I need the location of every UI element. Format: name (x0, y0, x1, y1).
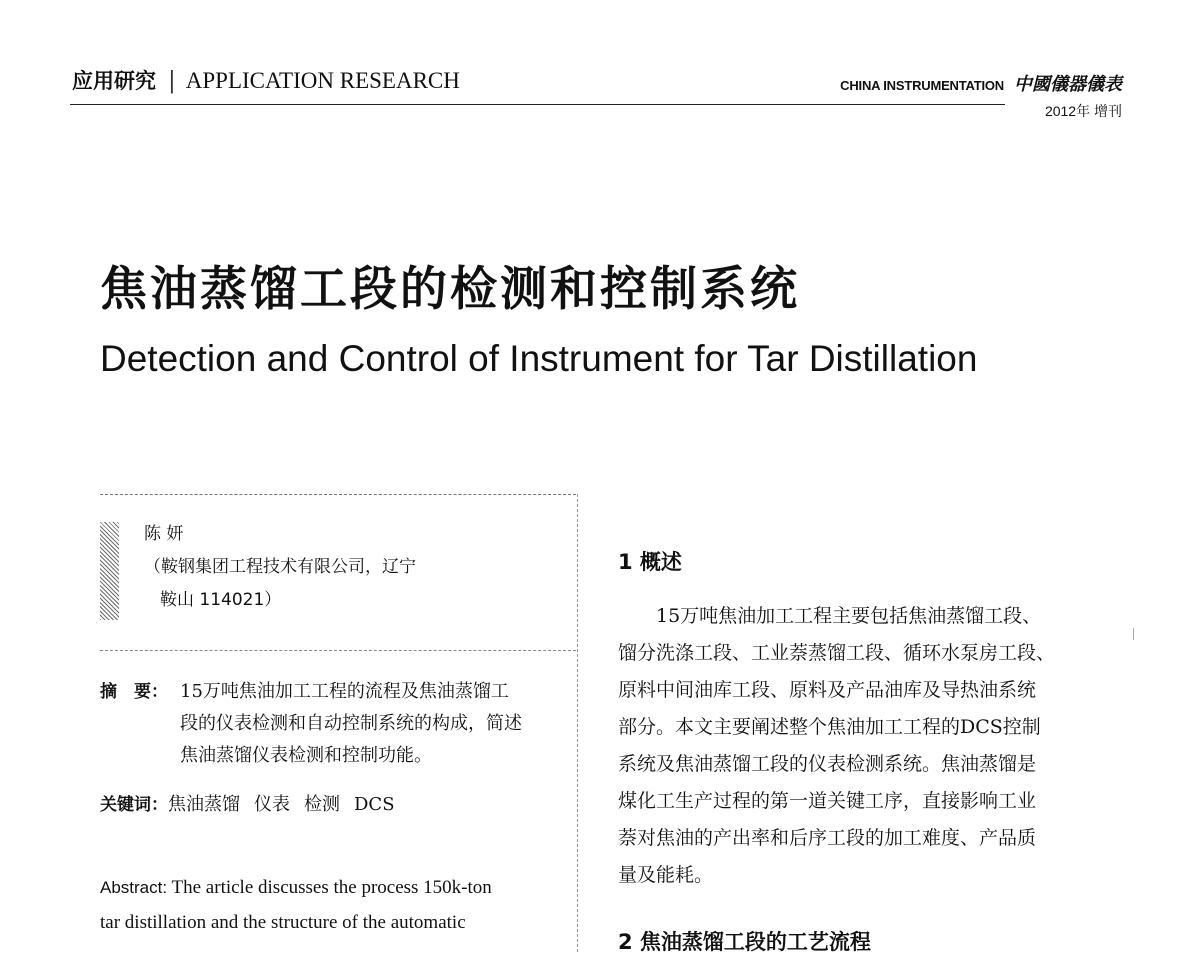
keyword: 检测 (304, 794, 340, 815)
author-photo-placeholder (100, 522, 119, 620)
author-affiliation-line2: 鞍山 114021） (160, 590, 282, 610)
abstract-en-line: The article discusses the process 150k-ton (171, 877, 492, 898)
section-label-cn: 应用研究 (72, 69, 156, 93)
body-line: 15万吨焦油加工工程主要包括焦油蒸馏工段、 (656, 605, 1042, 627)
abstract-rule (100, 650, 576, 651)
section-heading: 1 概述 (618, 550, 682, 574)
section-heading: 2 焦油蒸馏工段的工艺流程 (618, 930, 871, 954)
body-line: 原料中间油库工段、原料及产品油库及导热油系统 (618, 679, 1037, 701)
running-header-right (840, 70, 1122, 121)
abstract-cn (100, 676, 576, 772)
running-header-left (72, 66, 460, 96)
abstract-cn-line: 15万吨焦油加工工程的流程及焦油蒸馏工 (180, 681, 509, 702)
author-name: 陈 妍 (144, 524, 184, 544)
journal-logo-cn: 中國儀器儀表 (1014, 74, 1122, 95)
body-line: 馏分洗涤工段、工业萘蒸馏工段、循环水泵房工段、 (618, 642, 1056, 664)
abstract-en-line: tar distillation and the structure of the automatic (100, 912, 466, 933)
scan-mark (1133, 628, 1134, 640)
keyword: DCS (354, 794, 395, 815)
body-line: 系统及焦油蒸馏工段的仪表检测系统。焦油蒸馏是 (618, 753, 1037, 775)
body-line: 萘对焦油的产出率和后序工段的加工难度、产品质 (618, 827, 1037, 849)
section-body (618, 598, 1118, 894)
issue-label: 2012年 增刊 (1044, 103, 1122, 119)
body-line: 量及能耗。 (618, 864, 714, 886)
abstract-cn-line: 段的仪表检测和自动控制系统的构成，简述 (180, 713, 522, 734)
keywords (100, 790, 409, 816)
column-divider (577, 494, 578, 952)
header-rule (70, 104, 1005, 105)
keyword: 焦油蒸馏 (168, 794, 240, 815)
header-separator: | (168, 68, 176, 94)
abstract-en-label: Abstract: (100, 878, 168, 897)
keyword: 仪表 (254, 794, 290, 815)
section-label-en: APPLICATION RESEARCH (185, 68, 460, 93)
abstract-cn-label: 摘 要： (100, 682, 168, 702)
journal-name-en: CHINA INSTRUMENTATION (840, 78, 1004, 93)
body-line: 部分。本文主要阐述整个焦油加工工程的DCS控制 (618, 716, 1041, 738)
author-affiliation-line1: （鞍钢集团工程技术有限公司，辽宁 (144, 557, 416, 577)
keywords-label: 关键词： (100, 795, 168, 815)
article-title-cn: 焦油蒸馏工段的检测和控制系统 (100, 262, 800, 317)
abstract-en (100, 870, 570, 940)
left-column-top-rule (100, 494, 576, 495)
abstract-cn-line: 焦油蒸馏仪表检测和控制功能。 (180, 745, 432, 766)
article-title-en: Detection and Control of Instrument for Tar Distillation (100, 338, 978, 379)
body-line: 煤化工生产过程的第一道关键工序，直接影响工业 (618, 790, 1037, 812)
